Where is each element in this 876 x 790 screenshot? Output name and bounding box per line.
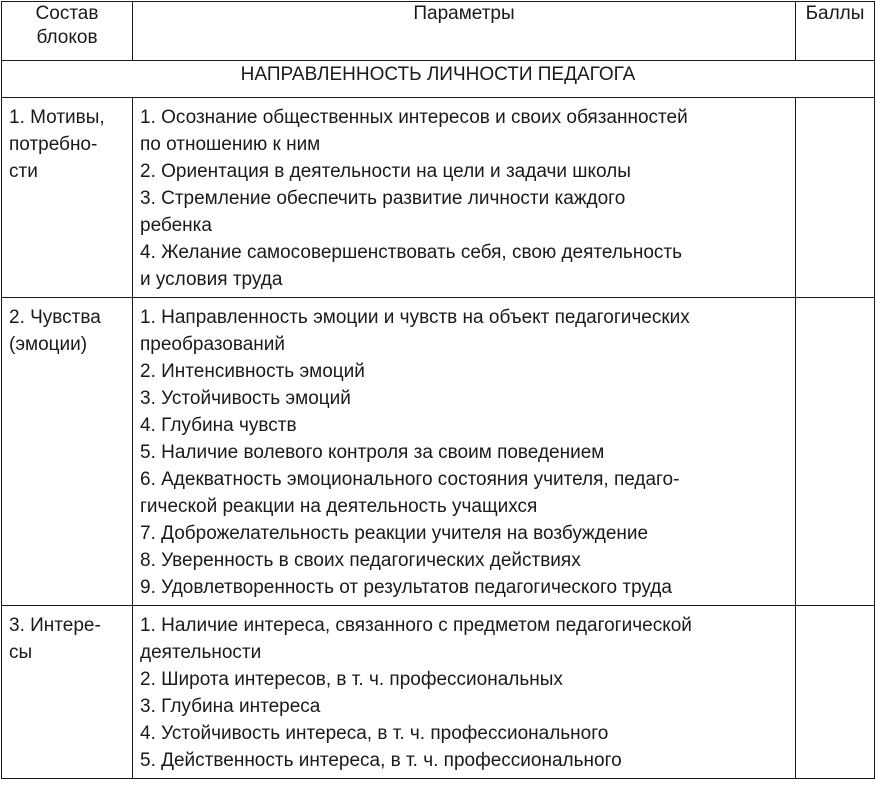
header-parameters: Параметры (133, 2, 796, 61)
parameter-line: 1. Осознание общественных интересов и своих обязанностей (140, 107, 688, 128)
parameter-line: и условия труда (140, 269, 283, 290)
parameter-line: 5. Действенность интереса, в т. ч. профессионального (140, 750, 622, 771)
parameter-line: 5. Наличие волевого контроля за своим поведением (140, 442, 605, 463)
section-row (2, 61, 875, 98)
header-line: блоков (36, 27, 98, 48)
block-name-line: сти (9, 161, 38, 182)
block-name-line: 3. Интере- (9, 615, 101, 636)
parameter-line: 2. Широта интересов, в т. ч. профессиональных (140, 669, 563, 690)
assessment-table (1, 1, 875, 779)
block-name-cell (2, 298, 133, 606)
parameter-line: 3. Стремление обеспечить развитие личности каждого (140, 188, 626, 209)
parameter-line: 4. Глубина чувств (140, 415, 297, 436)
parameter-line: по отношению к ним (140, 134, 321, 155)
block-name-line: потребно- (9, 134, 98, 155)
block-row-interests (2, 606, 875, 779)
parameter-line: 1. Направленность эмоции и чувств на объект педагогических (140, 307, 690, 328)
parameter-line: 7. Доброжелательность реакции учителя на возбуждение (140, 523, 649, 544)
section-title: НАПРАВЛЕННОСТЬ ЛИЧНОСТИ ПЕДАГОГА (2, 61, 875, 98)
score-cell[interactable] (796, 298, 875, 606)
header-block-composition (2, 2, 133, 61)
header-scores: Баллы (796, 2, 875, 61)
score-cell[interactable] (796, 98, 875, 298)
parameter-line: 9. Удовлетворенность от результатов педагогического труда (140, 577, 672, 598)
block-row-emotions (2, 298, 875, 606)
parameter-line: 2. Интенсивность эмоций (140, 361, 365, 382)
parameter-line: 4. Желание самосовершенствовать себя, свою деятельность (140, 242, 682, 263)
parameter-line: 8. Уверенность в своих педагогических действиях (140, 550, 581, 571)
parameter-line: 3. Устойчивость эмоций (140, 388, 351, 409)
parameters-cell (133, 98, 796, 298)
parameter-line: ребенка (140, 215, 212, 236)
parameter-line: деятельности (140, 642, 262, 663)
header-line: Состав (35, 3, 99, 24)
parameter-line: 4. Устойчивость интереса, в т. ч. профессионального (140, 723, 609, 744)
block-name-line: (эмоции) (9, 334, 88, 355)
parameter-line: преобразований (140, 334, 286, 355)
parameter-line: гической реакции на деятельность учащихся (140, 496, 538, 517)
block-name-cell (2, 98, 133, 298)
block-name-cell (2, 606, 133, 779)
block-name-line: 2. Чувства (9, 307, 101, 328)
parameters-cell (133, 606, 796, 779)
parameters-cell (133, 298, 796, 606)
parameter-line: 2. Ориентация в деятельности на цели и задачи школы (140, 161, 631, 182)
parameter-line: 3. Глубина интереса (140, 696, 321, 717)
block-row-motives (2, 98, 875, 298)
parameter-line: 1. Наличие интереса, связанного с предметом педагогической (140, 615, 692, 636)
block-name-line: 1. Мотивы, (9, 107, 105, 128)
header-row (2, 2, 875, 61)
score-cell[interactable] (796, 606, 875, 779)
block-name-line: сы (9, 642, 33, 663)
parameter-line: 6. Адекватность эмоционального состояния учителя, педаго- (140, 469, 680, 490)
